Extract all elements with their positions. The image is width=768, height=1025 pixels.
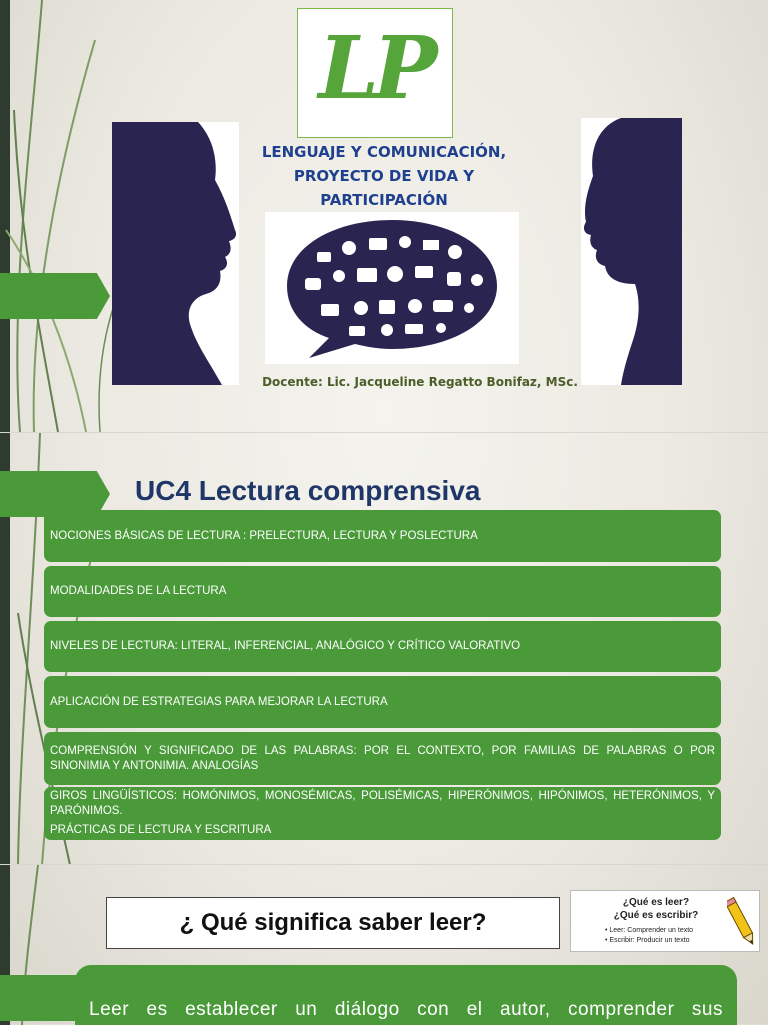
topic-text: NIVELES DE LECTURA: LITERAL, INFERENCIAL, ANALÓGICO Y CRÍTICO VALORATIVO xyxy=(50,640,521,652)
female-silhouette-panel xyxy=(112,122,239,385)
topic-item xyxy=(44,676,721,728)
topic-item xyxy=(44,732,721,785)
what-is-reading-thumbnail xyxy=(570,890,760,952)
question-heading: ¿ Qué significa saber leer? xyxy=(106,897,560,949)
topic-text: GIROS LINGÜÍSTICOS: HOMÓNIMOS, MONOSÉMICAS, POLISÉMICAS, HIPERÓNIMOS, HIPÓNIMOS, HETERÓNIMOS, Y PARÓNIMOS. xyxy=(50,790,715,817)
male-silhouette-panel xyxy=(581,118,682,385)
course-title-line-1: LENGUAJE Y COMUNICACIÓN, xyxy=(261,143,507,161)
thumbnail-bullet-1: • Leer: Comprender un texto xyxy=(605,927,694,934)
unit-title: UC4 Lectura comprensiva xyxy=(135,475,481,506)
speech-bubble-collage xyxy=(265,212,519,364)
male-silhouette-image xyxy=(581,118,682,385)
teacher-name: Docente: Lic. Jacqueline Regatto Bonifaz, MSc. xyxy=(262,375,578,389)
topic-text: NOCIONES BÁSICAS DE LECTURA : PRELECTURA, LECTURA Y POSLECTURA xyxy=(50,529,478,542)
topic-item xyxy=(44,787,721,840)
reading-definition-text: Leer es establecer un diálogo con el autor, comprender sus xyxy=(89,999,723,1020)
title-slide xyxy=(0,0,768,432)
unit-slide xyxy=(0,432,768,865)
thumbnail-question-2: ¿Qué es escribir? xyxy=(613,910,699,921)
topic-item xyxy=(44,566,721,617)
lp-logo xyxy=(297,8,453,138)
logo-text: LP xyxy=(318,18,432,119)
reading-slide xyxy=(0,864,768,1025)
topic-item xyxy=(44,621,721,672)
female-silhouette-image xyxy=(112,122,239,385)
green-arrow-tab xyxy=(0,273,110,319)
course-title-line-2: PROYECTO DE VIDA Y PARTICIPACIÓN xyxy=(293,167,475,209)
reading-definition-box xyxy=(75,965,737,1025)
speech-bubble-collage-image xyxy=(265,212,519,364)
topic-text: MODALIDADES DE LA LECTURA xyxy=(50,585,227,597)
thumbnail-bullet-2: • Escribir: Producir un texto xyxy=(605,937,690,944)
pencil-icon xyxy=(727,895,755,949)
thumbnail-question-1: ¿Qué es leer? xyxy=(622,897,690,908)
topic-text: COMPRENSIÓN Y SIGNIFICADO DE LAS PALABRAS: POR EL CONTEXTO, POR FAMILIAS DE PALABRAS O POR SINONIMIA Y ANTONIMIA. ANALOGÍAS xyxy=(50,744,715,772)
topic-text: PRÁCTICAS DE LECTURA Y ESCRITURA xyxy=(50,824,272,836)
topic-item xyxy=(44,510,721,562)
topic-text: APLICACIÓN DE ESTRATEGIAS PARA MEJORAR LA LECTURA xyxy=(50,695,388,708)
